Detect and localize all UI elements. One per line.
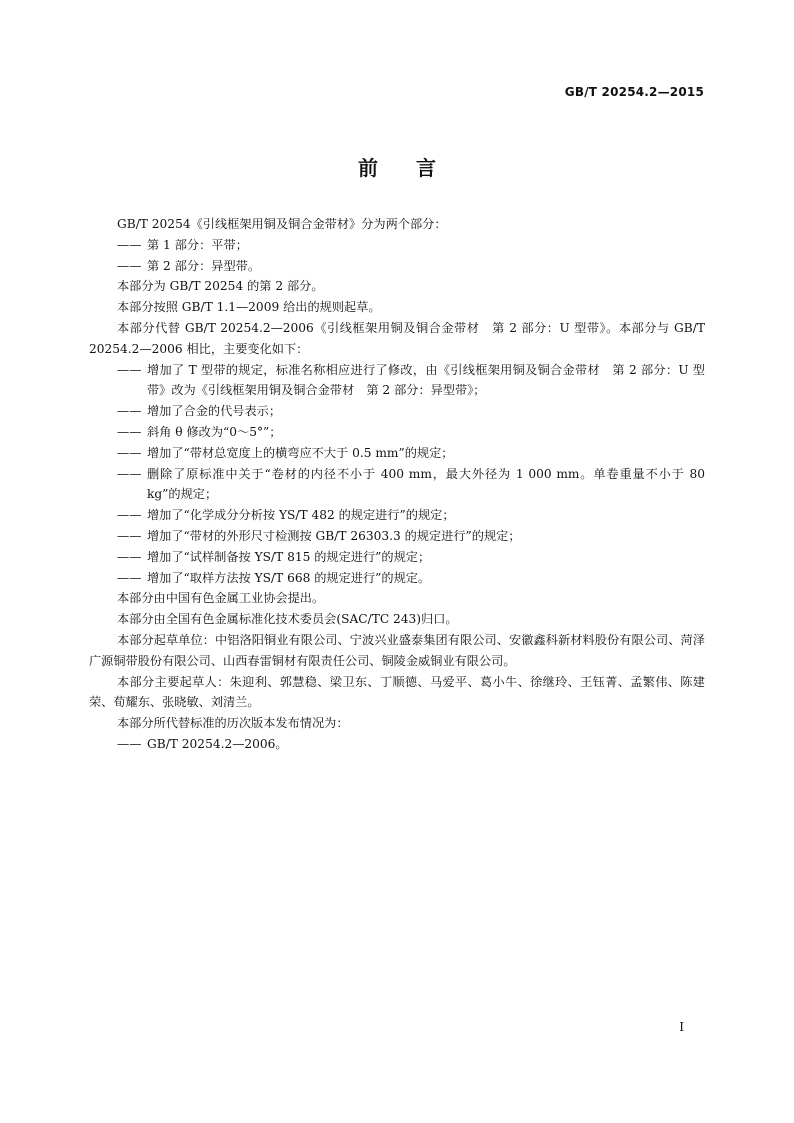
list-item [89, 256, 705, 277]
paragraph: 本部分主要起草人：朱迎利、郭慧稳、梁卫东、丁顺德、马爱平、葛小牛、徐继玲、王钰菁、孟繁伟、陈建荣、荀耀东、张晓敏、刘清兰。 [89, 674, 705, 710]
list-item [89, 505, 705, 526]
paragraph: 本部分代替 GB/T 20254.2—2006《引线框架用铜及铜合金带材 第 2 部分：U 型带》。本部分与 GB/T 20254.2—2006 相比，主要变化如下： [89, 320, 705, 356]
standard-code: GB/T 20254.2—2015 [564, 85, 704, 99]
list-item [89, 422, 705, 443]
list-item-text: 增加了“带材总宽度上的横弯应不大于 0.5 mm”的规定； [147, 445, 454, 460]
page-number: I [679, 1020, 684, 1034]
page-title: 前言 [358, 156, 474, 180]
list-item [89, 526, 705, 547]
dash-marker: —— [117, 258, 142, 273]
list-item [89, 568, 705, 589]
dash-marker: —— [117, 445, 142, 460]
paragraph: 本部分起草单位：中铝洛阳铜业有限公司、宁波兴业盛泰集团有限公司、安徽鑫科新材料股份有限公司、菏泽广源铜带股份有限公司、山西春雷铜材有限责任公司、铜陵金威铜业有限公司。 [89, 632, 705, 668]
dash-marker: —— [117, 404, 142, 419]
list-item-text: 增加了“取样方法按 YS/T 668 的规定进行”的规定。 [147, 570, 431, 585]
paragraph: 本部分由中国有色金属工业协会提出。 [117, 591, 325, 606]
dash-marker: —— [117, 549, 142, 564]
paragraph: 本部分所代替标准的历次版本发布情况为： [117, 716, 349, 731]
dash-marker: —— [117, 528, 142, 543]
list-item [89, 547, 705, 568]
list-item-text: 斜角 θ 修改为“0～5°”； [147, 424, 282, 439]
dash-marker: —— [117, 736, 142, 751]
paragraph: 本部分为 GB/T 20254 的第 2 部分。 [117, 279, 324, 294]
dash-marker: —— [117, 237, 142, 252]
dash-marker: —— [117, 362, 142, 377]
dash-marker: —— [117, 570, 142, 585]
list-item-text: 第 2 部分：异型带。 [147, 258, 261, 273]
dash-marker: —— [117, 508, 142, 523]
preface-body [89, 214, 705, 755]
list-item [89, 401, 705, 422]
list-item-text: 增加了“带材的外形尺寸检测按 GB/T 26303.3 的规定进行”的规定； [147, 528, 521, 543]
list-item [89, 464, 705, 506]
paragraph: 本部分由全国有色金属标准化技术委员会(SAC/TC 243)归口。 [117, 612, 458, 627]
list-item-text: 增加了“试样制备按 YS/T 815 的规定进行”的规定； [147, 549, 431, 564]
list-item-text: GB/T 20254.2—2006。 [147, 736, 288, 751]
list-item-text: 删除了原标准中关于“卷材的内径不小于 400 mm，最大外径为 1 000 mm。单卷重量不小于 80 kg”的规定； [147, 466, 705, 502]
list-item-text: 增加了“化学成分分析按 YS/T 482 的规定进行”的规定； [147, 508, 455, 523]
list-item [89, 443, 705, 464]
list-item-text: 增加了 T 型带的规定，标准名称相应进行了修改，由《引线框架用铜及铜合金带材 第 2 部分：U 型带》改为《引线框架用铜及铜合金带材 第 2 部分：异型带》； [147, 362, 705, 398]
dash-marker: —— [117, 466, 142, 481]
dash-marker: —— [117, 424, 142, 439]
paragraph: GB/T 20254《引线框架用铜及铜合金带材》分为两个部分： [117, 217, 447, 231]
list-item-text: 增加了合金的代号表示； [147, 404, 282, 419]
list-item [89, 734, 705, 755]
list-item-text: 第 1 部分：平带； [147, 237, 248, 252]
list-item [89, 360, 705, 402]
paragraph: 本部分按照 GB/T 1.1—2009 给出的规则起草。 [117, 300, 381, 315]
list-item [89, 235, 705, 256]
